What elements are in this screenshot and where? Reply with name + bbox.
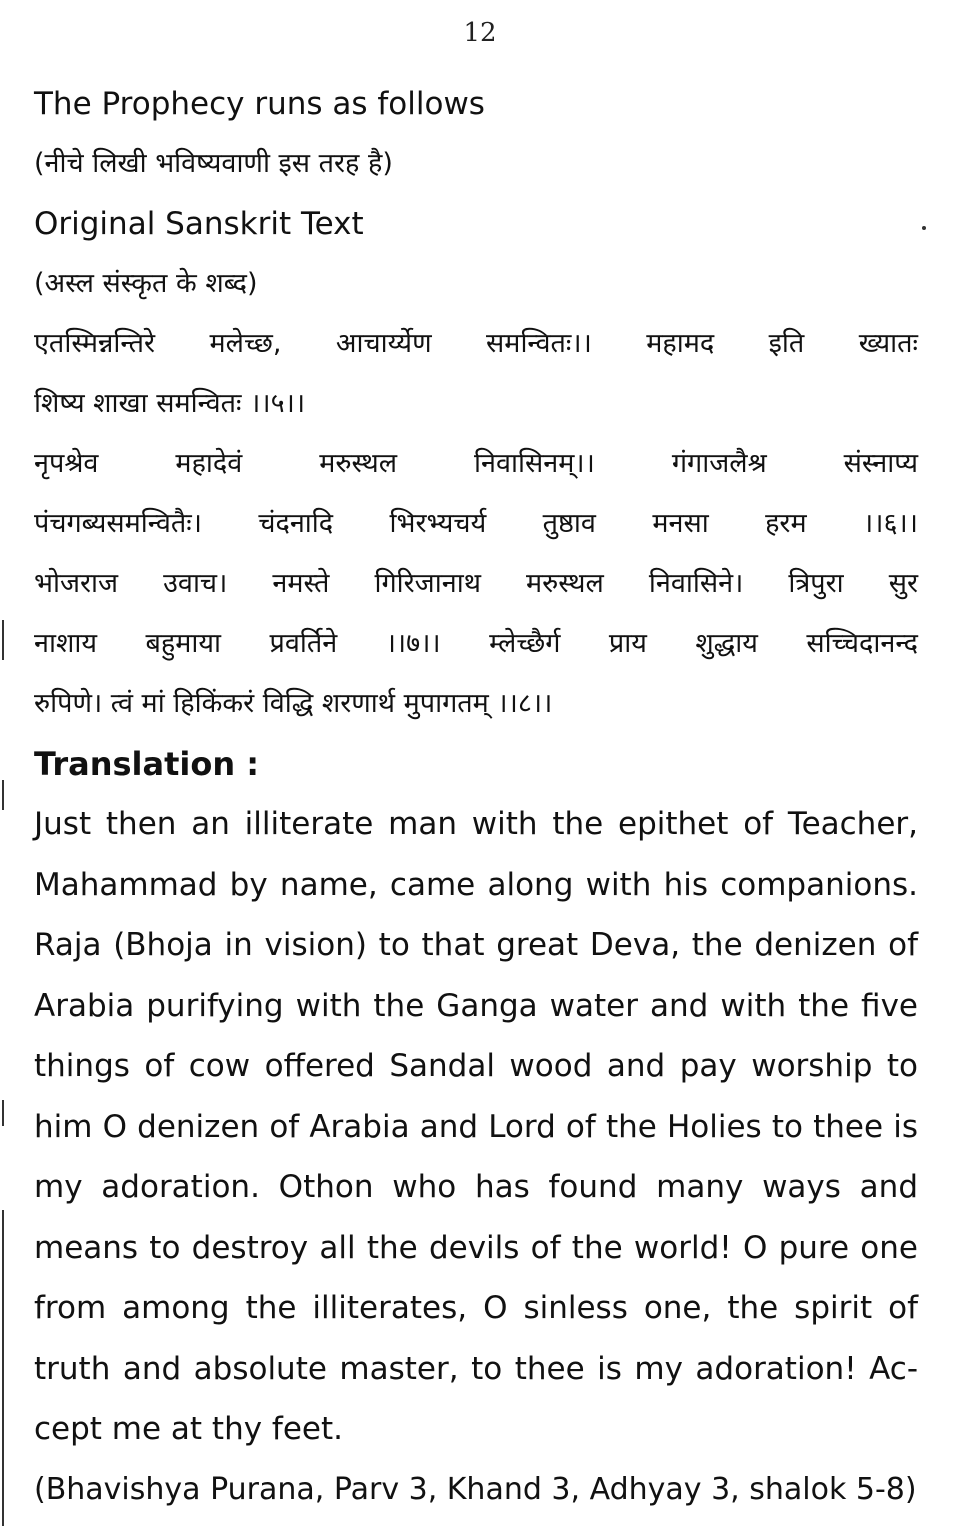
scan-edge-mark <box>2 1210 4 1526</box>
translation-line: Just then an illiterate man with the epithet of Teacher, <box>34 806 918 842</box>
sanskrit-line: नाशाय बहुमाया प्रवर्तिने ।।७।। म्लेच्छैर्ग प्राय शुद्धाय सच्चिदानन्द <box>34 628 918 659</box>
scan-edge-mark <box>2 780 4 810</box>
scan-speck <box>922 226 926 230</box>
translation-line: Arabia purifying with the Ganga water and with the five <box>34 987 918 1024</box>
translation-line: Mahammad by name, came along with his companions. <box>34 866 918 903</box>
translation-line: him O denizen of Arabia and Lord of the Holies to thee is <box>34 1108 918 1145</box>
intro-line: Original Sanskrit Text <box>34 206 364 242</box>
sanskrit-line: एतस्मिन्नन्तिरे मलेच्छ, आचार्य्येण समन्वितः।। महामद इति ख्यातः <box>34 328 918 359</box>
page-content <box>34 74 918 1520</box>
translation-line: truth and absolute master, to thee is my adoration! Ac- <box>34 1350 918 1387</box>
intro-line: The Prophecy runs as follows <box>34 86 485 122</box>
scan-edge-mark <box>2 1100 4 1126</box>
translation-heading: Translation : <box>34 745 260 783</box>
translation-line: means to destroy all the devils of the world! O pure one <box>34 1229 918 1266</box>
sanskrit-line: शिष्य शाखा समन्वितः ।।५।। <box>34 388 306 419</box>
translation-line: cept me at thy feet. <box>34 1411 344 1447</box>
translation-line: my adoration. Othon who has found many ways and <box>34 1169 918 1205</box>
sanskrit-line: पंचगब्यसमन्वितैः। चंदनादि भिरभ्यचर्य तुष्ठाव मनसा हरम ।।६।। <box>34 508 918 539</box>
translation-paragraph <box>34 794 918 1460</box>
citation: (Bhavishya Purana, Parv 3, Khand 3, Adhyay 3, shalok 5-8) <box>34 1471 917 1507</box>
intro-hindi-line: (नीचे लिखी भविष्यवाणी इस तरह है) <box>34 148 393 179</box>
sanskrit-line: रुपिणे। त्वं मां हिकिंकरं विद्धि शरणार्थ मुपागतम् ।।८।। <box>34 688 553 719</box>
sanskrit-line: भोजराज उवाच। नमस्ते गिरिजानाथ मरुस्थल निवासिने। त्रिपुरा सुर <box>34 568 918 599</box>
translation-line: from among the illiterates, O sinless one, the spirit of <box>34 1290 918 1326</box>
translation-line: Raja (Bhoja in vision) to that great Deva, the denizen of <box>34 927 918 963</box>
scan-edge-mark <box>2 620 4 660</box>
intro-hindi-line: (अस्ल संस्कृत के शब्द) <box>34 268 258 299</box>
page-number: 12 <box>463 18 497 48</box>
translation-line: things of cow offered Sandal wood and pay worship to <box>34 1048 918 1084</box>
sanskrit-line: नृपश्रेव महादेवं मरुस्थल निवासिनम्।। गंगाजलैश्र संस्नाप्य <box>34 448 918 479</box>
sanskrit-text <box>34 314 918 734</box>
